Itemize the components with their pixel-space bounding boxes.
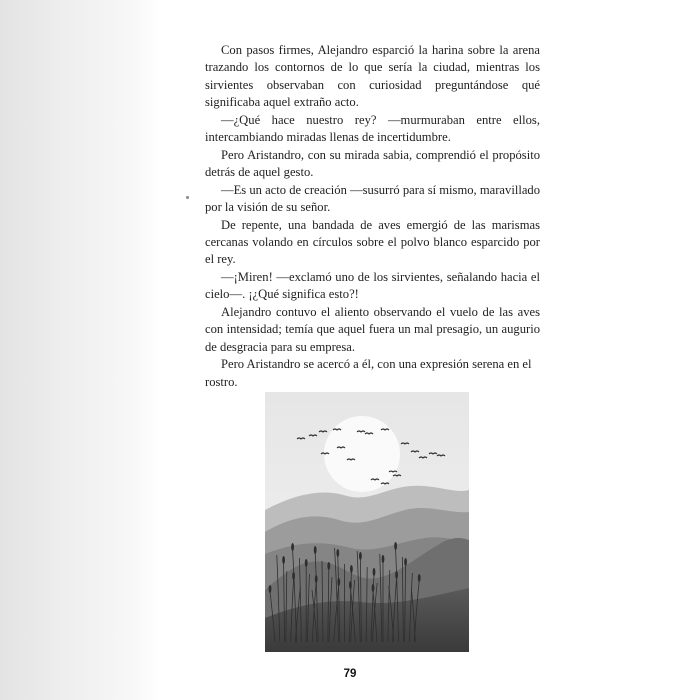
grass-seedhead [327,562,330,570]
grass-seedhead [282,556,285,564]
grass-seedhead [404,558,407,566]
sun [324,416,400,492]
grass-seedhead [314,546,317,554]
grass-seedhead [373,568,376,576]
grass-seedhead [305,559,308,567]
paragraph: Alejandro contuvo el aliento observando el vuelo de las aves con intensidad; temía que aquel fuera un mal presagio, un augurio de desgracia para su empresa. [205,304,540,354]
paragraph: De repente, una bandada de aves emergió de las marismas cercanas volando en círculos sobre el polvo blanco esparcido por el rey. [205,217,540,267]
grass-seedhead [394,542,397,550]
grass-seedhead [350,565,353,573]
body-text [205,42,540,391]
paragraph: —¿Qué hace nuestro rey? —murmuraban entre ellos, intercambiando miradas llenas de incertidumbre. [205,112,540,145]
grass-seedhead [418,574,421,582]
paragraph: —¡Miren! —exclamó uno de los sirvientes, señalando hacia el cielo—. ¡¿Qué significa esto?! [205,269,540,302]
grass-seedhead [269,585,272,593]
paragraph: —Es un acto de creación —susurró para sí mismo, maravillado por la visión de su señor. [205,182,540,215]
grass-seedhead [349,581,352,589]
paragraph: Pero Aristandro, con su mirada sabia, comprendió el propósito detrás de aquel gesto. [205,147,540,180]
grass-seedhead [382,555,385,563]
mountain-sunset-illustration [265,392,469,652]
grass-seedhead [359,552,362,560]
grass-seedhead [291,543,294,551]
paragraph: Con pasos firmes, Alejandro esparció la harina sobre la arena trazando los contornos de lo que sería la ciudad, mientras los sirvientes observaban con curiosidad preguntándose qué significaba aquel extraño acto. [205,43,540,110]
page-number: 79 [343,668,357,680]
paragraph: Pero Aristandro se acercó a él, con una expresión serena en el rostro. [205,357,532,389]
grass-seedhead [336,549,339,557]
grass-seedhead [372,584,375,592]
